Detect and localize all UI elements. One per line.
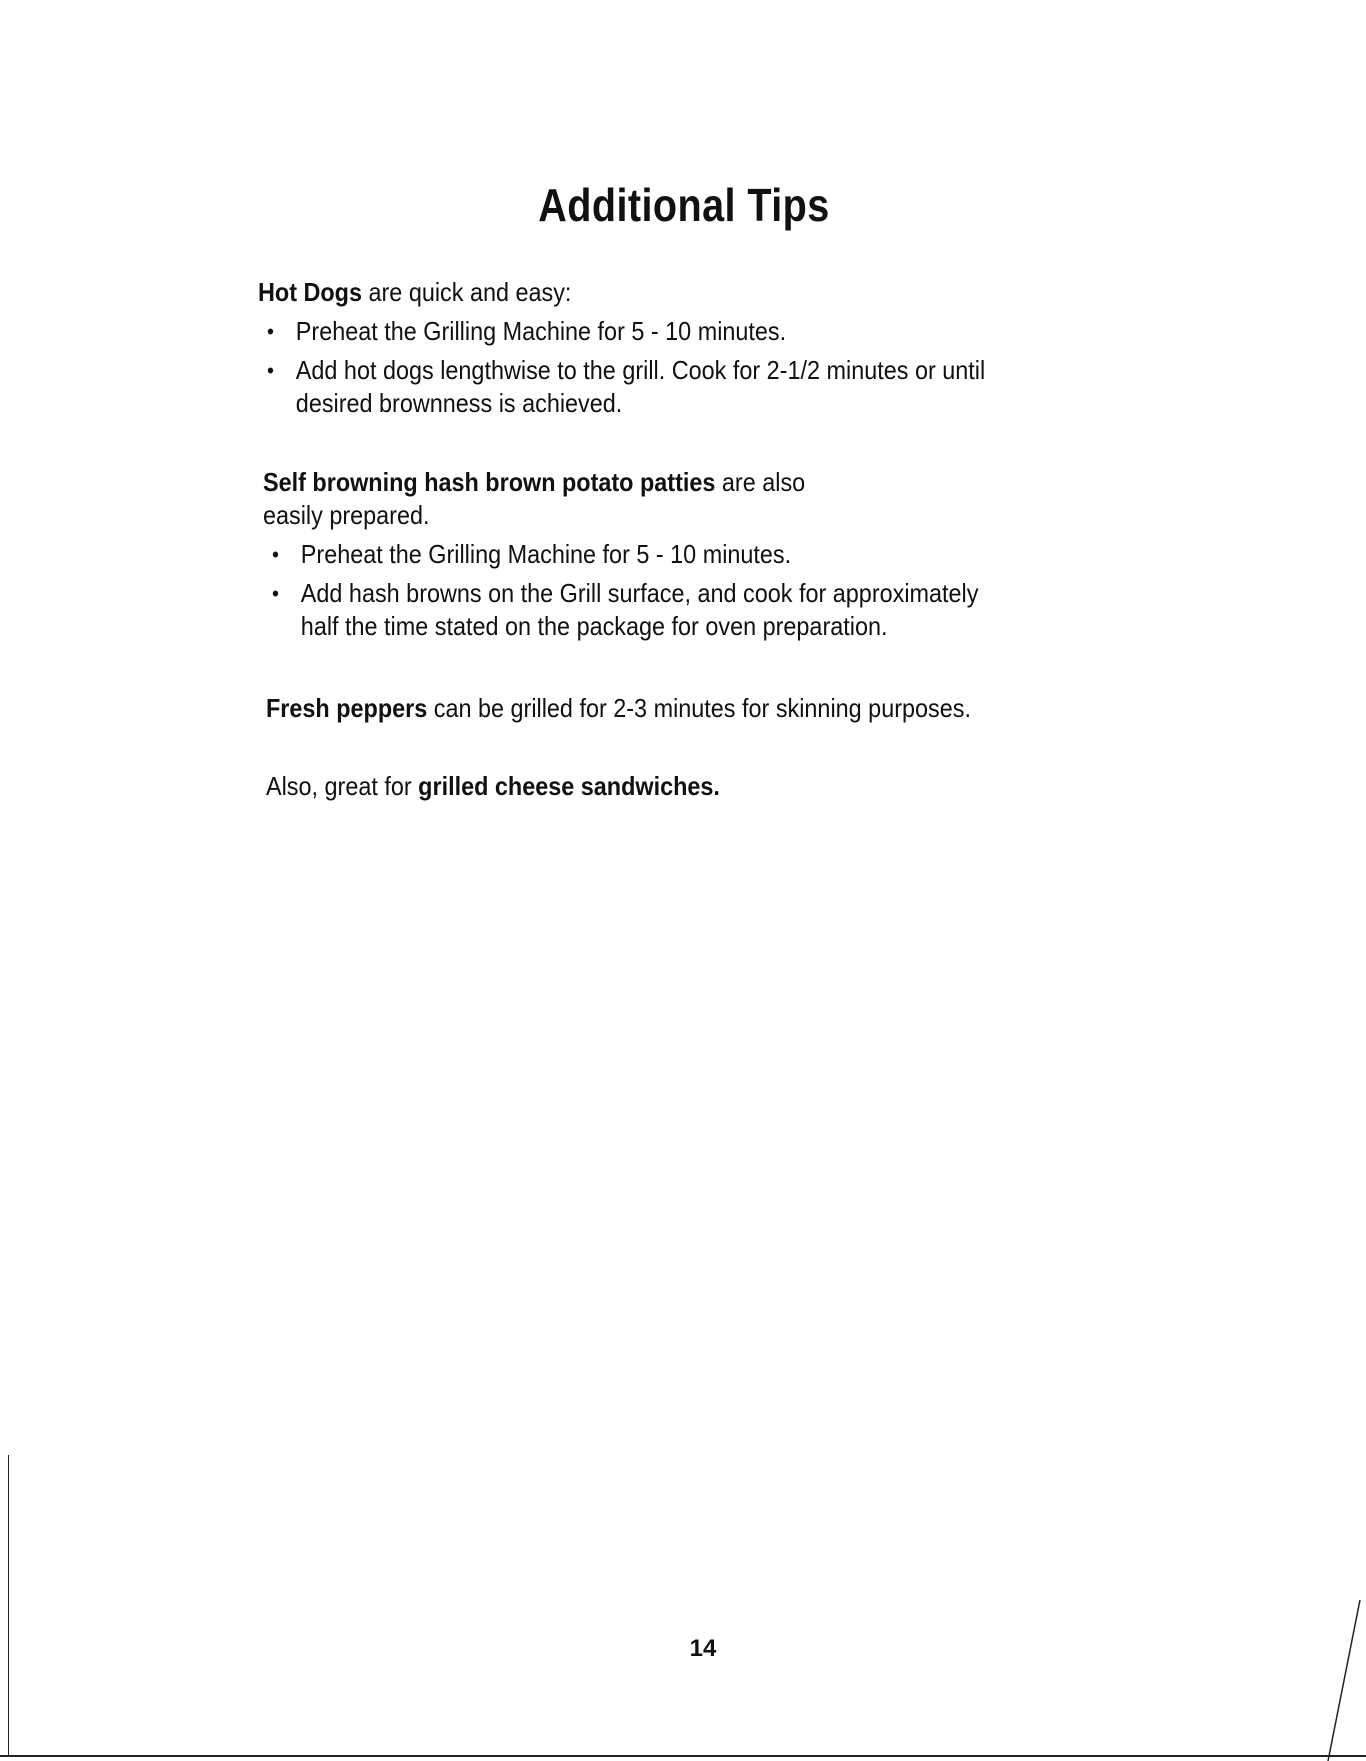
section-fresh-peppers [266, 692, 971, 725]
bullet-icon: • [267, 358, 274, 383]
section-hot-dogs [258, 276, 985, 426]
section-lead-bold: grilled cheese sandwiches. [418, 771, 720, 801]
bullet-icon: • [267, 319, 274, 344]
section-lead [258, 276, 985, 309]
section-lead [263, 466, 978, 499]
list-item-text: Preheat the Grilling Machine for 5 - 10 minutes. [300, 539, 792, 569]
list-item-text: half the time stated on the package for oven preparation. [300, 611, 888, 641]
section-lead-bold: Self browning hash brown potato patties [263, 467, 716, 497]
list-item [263, 538, 978, 571]
section-lead-text: can be grilled for 2-3 minutes for skinning purposes. [427, 693, 971, 723]
bullet-icon: • [272, 581, 279, 606]
section-grilled-cheese [266, 770, 720, 803]
right-corner-stroke [1310, 1600, 1366, 1761]
list-item-text: Add hot dogs lengthwise to the grill. Cook for 2-1/2 minutes or until [295, 355, 986, 385]
list-item [263, 577, 978, 643]
section-lead-text: are also [715, 467, 806, 497]
bullet-icon: • [272, 542, 279, 567]
page-title: Additional Tips [538, 179, 830, 231]
list-item [258, 354, 985, 420]
section-lead-bold: Hot Dogs [258, 277, 362, 307]
bullet-list [258, 315, 985, 420]
list-item-text: desired brownness is achieved. [295, 388, 623, 418]
bottom-rule [0, 1755, 1366, 1757]
list-item [258, 315, 985, 348]
section-lead-continued: easily prepared. [263, 500, 430, 530]
section-lead-text: Also, great for [266, 771, 419, 801]
page-number: 14 [689, 1635, 717, 1662]
list-item-text: Add hash browns on the Grill surface, and cook for approximately [300, 578, 979, 608]
left-margin-line [8, 1455, 9, 1755]
section-lead-text: are quick and easy: [361, 277, 572, 307]
section-lead-bold: Fresh peppers [266, 693, 428, 723]
section-potato-patties [263, 466, 978, 649]
list-item-text: Preheat the Grilling Machine for 5 - 10 minutes. [295, 316, 787, 346]
bullet-list [263, 538, 978, 643]
